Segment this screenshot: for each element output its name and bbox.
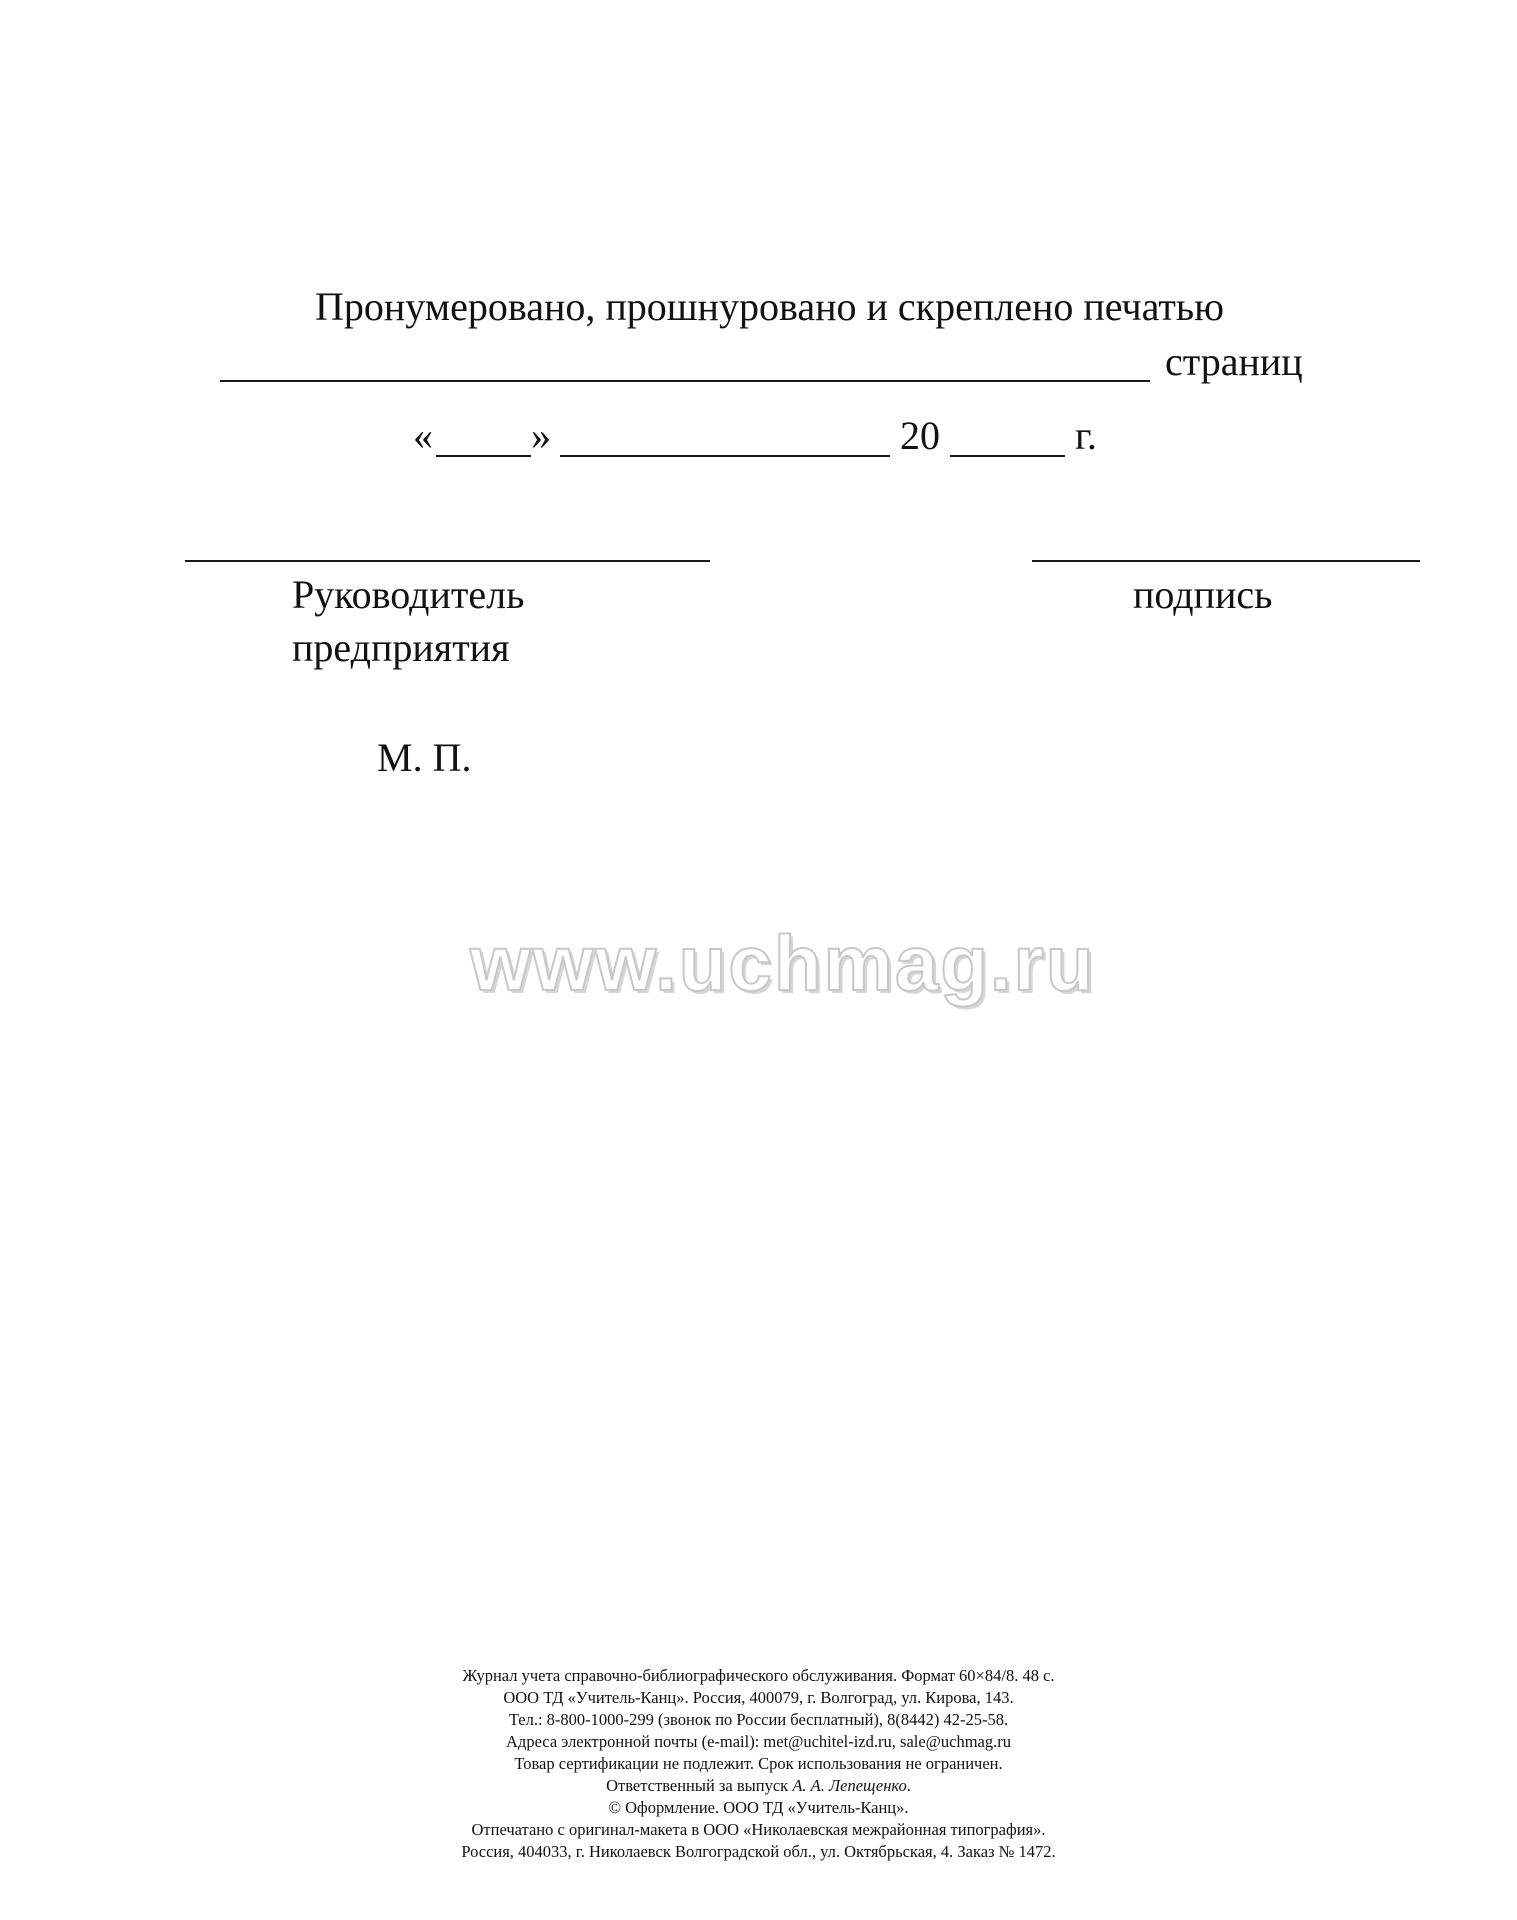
day-blank [436,455,531,457]
certification-title: Пронумеровано, прошнуровано и скреплено печатью [315,284,1224,329]
year-prefix: 20 [900,413,940,458]
seal-place-label: М. П. [377,735,472,780]
signature-blank [1032,560,1420,562]
imprint-line: © Оформление. ООО ТД «Учитель-Канц». [608,1798,909,1817]
year-blank [950,455,1065,457]
pages-count-blank [220,380,1150,382]
signature-label: подпись [1133,572,1273,617]
pages-word: страниц [1165,339,1303,384]
watermark-logo: www.uchmag.ru [470,919,1096,1007]
imprint-responsible-prefix: Ответственный за выпуск [606,1776,789,1795]
imprint-line: Тел.: 8-800-1000-299 (звонок по России бесплатный), 8(8442) 42-25-58. [508,1710,1009,1729]
manager-label-line1: Руководитель [292,572,525,617]
imprint-line: ООО ТД «Учитель-Канц». Россия, 400079, г. Волгоград, ул. Кирова, 143. [503,1688,1014,1707]
date-open-quote: « [413,413,433,458]
date-close-quote: » [531,413,551,458]
imprint-responsible-name: А. А. Лепещенко [792,1776,907,1795]
imprint-line: Отпечатано с оригинал-макета в ООО «Николаевская межрайонная типография». [471,1820,1046,1839]
manager-name-blank [185,560,710,562]
imprint-line: Адреса электронной почты (e-mail): met@uchitel-izd.ru, sale@uchmag.ru [506,1732,1011,1751]
manager-label-line2: предприятия [292,625,510,670]
imprint-line: Товар сертификации не подлежит. Срок использования не ограничен. [514,1754,1003,1773]
imprint-line: Россия, 404033, г. Николаевск Волгоградской обл., ул. Октябрьская, 4. Заказ № 1472. [461,1842,1056,1861]
year-suffix: г. [1075,413,1097,458]
imprint-block [0,1665,1517,1863]
imprint-line [0,1775,1517,1797]
imprint-responsible-suffix: . [906,1776,911,1795]
imprint-line: Журнал учета справочно-библиографического обслуживания. Формат 60×84/8. 48 с. [462,1666,1055,1685]
month-blank [560,455,890,457]
